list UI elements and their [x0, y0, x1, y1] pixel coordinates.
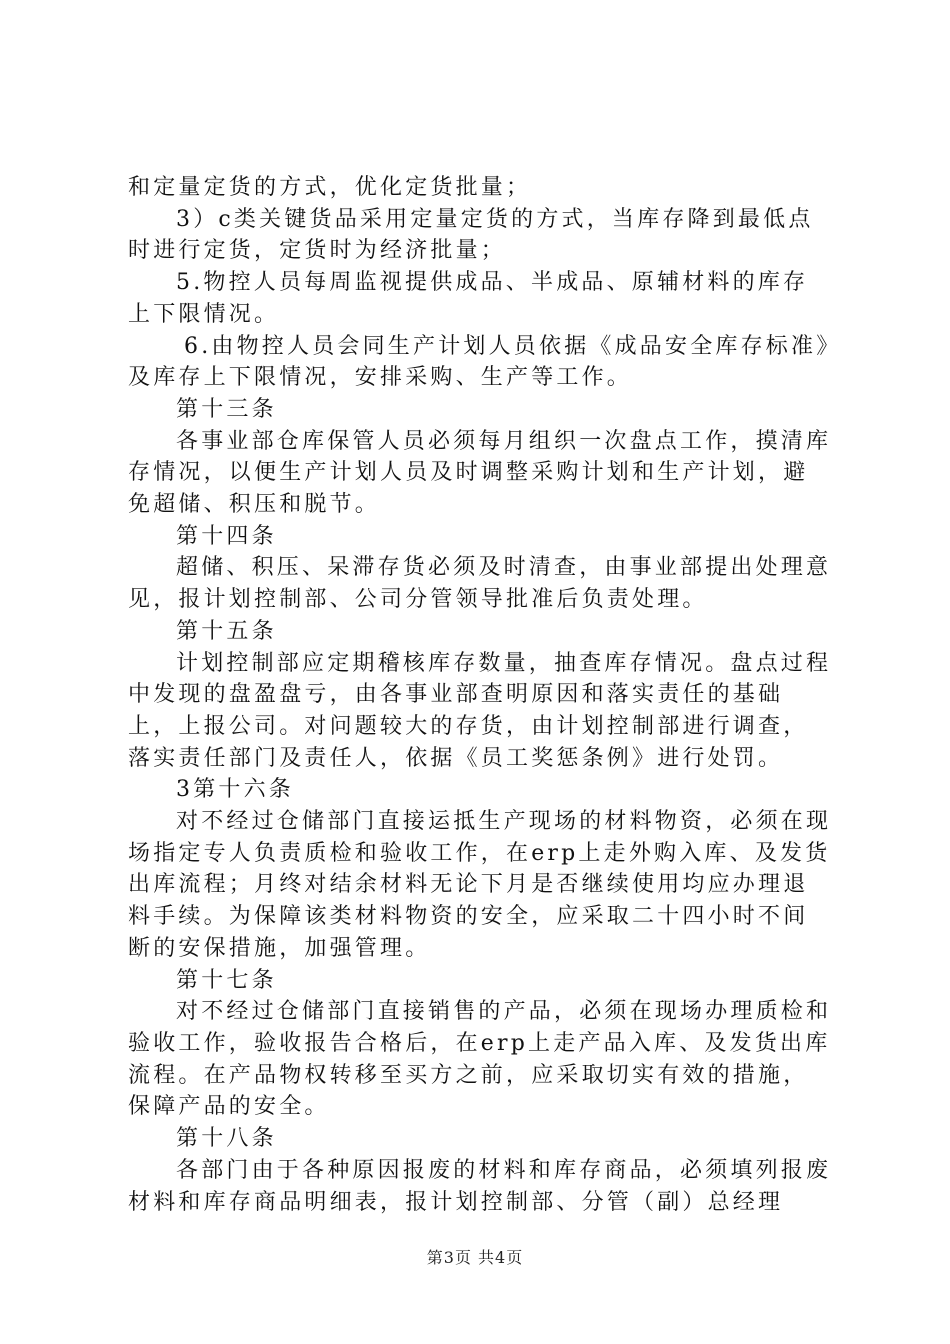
paragraph: 第十八条	[176, 1126, 277, 1152]
paragraph: 各部门由于各种原因报废的材料和库存商品，必须填列报废材料和库存商品明细表，报计划控制部、分管（副）总经理	[128, 1157, 832, 1215]
paragraph: 各事业部仓库保管人员必须每月组织一次盘点工作，摸清库存情况，以便生产计划人员及时调整采购计划和生产计划，避免超储、积压和脱节。	[128, 428, 832, 518]
paragraph: 超储、积压、呆滞存货必须及时清查，由事业部提出处理意见，报计划控制部、公司分管领导批准后负责处理。	[128, 555, 832, 613]
paragraph: 计划控制部应定期稽核库存数量，抽查库存情况。盘点过程中发现的盘盈盘亏，由各事业部查明原因和落实责任的基础上，上报公司。对问题较大的存货，由计划控制部进行调查，落实责任部门及责任人，依据《员工奖惩条例》进行处罚。	[128, 650, 832, 771]
paragraph: 对不经过仓储部门直接运抵生产现场的材料物资，必须在现场指定专人负责质检和验收工作，在erp上走外购入库、及发货出库流程；月终对结余材料无论下月是否继续使用均应办理退料手续。为保障该类材料物资的安全，应采取二十四小时不间断的安保措施，加强管理。	[128, 809, 832, 961]
paragraph: 第十四条	[176, 523, 277, 549]
page-footer: 第3页 共4页	[426, 1248, 524, 1267]
paragraph: 5.物控人员每周监视提供成品、半成品、原辅材料的库存上下限情况。	[128, 270, 809, 327]
paragraph: 6.由物控人员会同生产计划人员依据《成品安全库存标准》及库存上下限情况，安排采购、生产等工作。	[128, 333, 831, 391]
document-body	[128, 172, 833, 1218]
paragraph: 和定量定货的方式，优化定货批量；	[128, 175, 532, 200]
paragraph: 3第十六条	[176, 777, 294, 803]
paragraph: 3）c类关键货品采用定量定货的方式，当库存降到最低点时进行定货，定货时为经济批量；	[128, 206, 814, 264]
paragraph: 对不经过仓储部门直接销售的产品，必须在现场办理质检和验收工作，验收报告合格后，在erp上走产品入库、及发货出库流程。在产品物权转移至买方之前，应采取切实有效的措施，保障产品的安全。	[128, 999, 832, 1120]
paragraph: 第十三条	[176, 396, 277, 422]
paragraph: 第十七条	[176, 967, 277, 993]
paragraph: 第十五条	[176, 618, 277, 644]
